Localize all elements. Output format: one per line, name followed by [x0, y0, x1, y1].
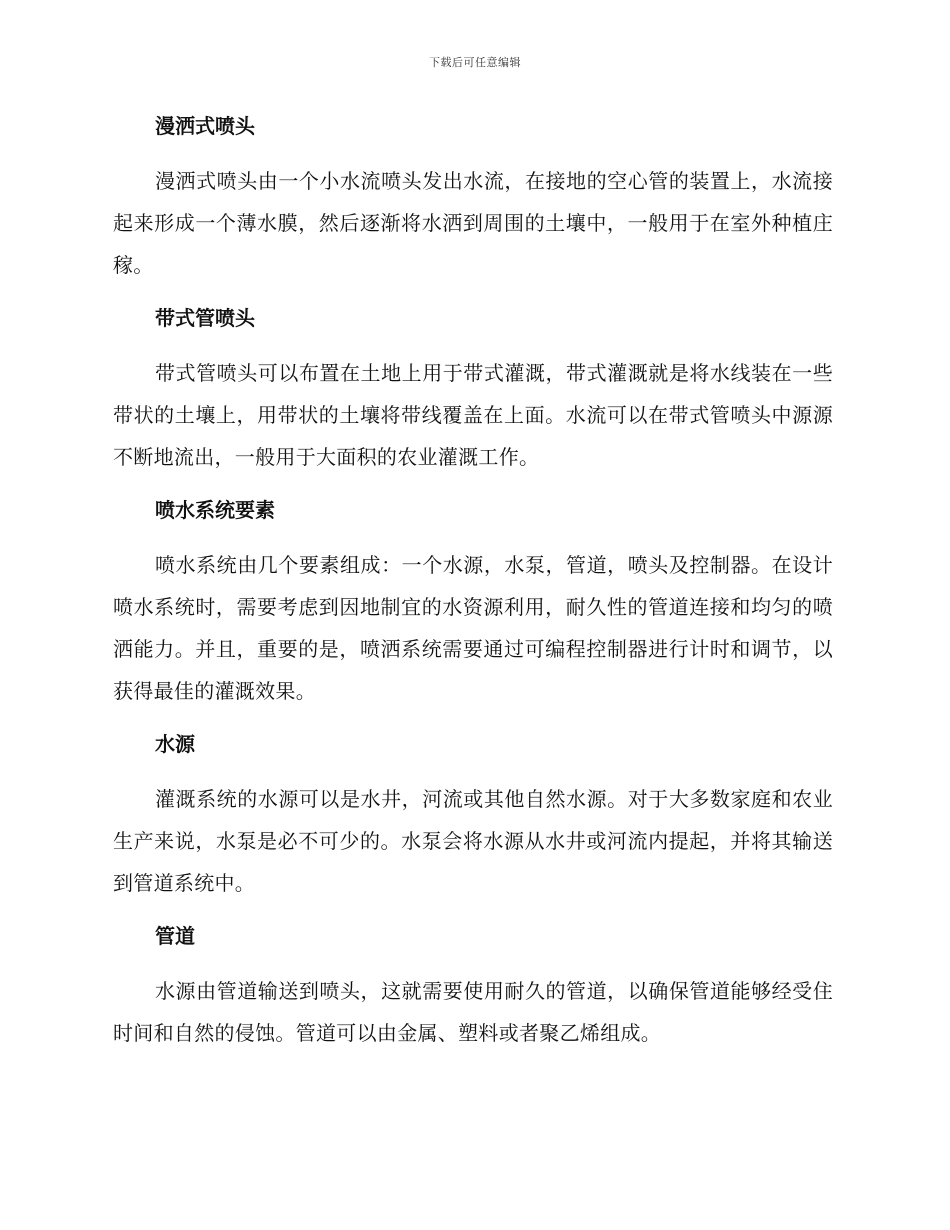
- section-sprinkler-head: [113, 108, 833, 286]
- section-paragraph: 带式管喷头可以布置在土地上用于带式灌溉，带式灌溉就是将水线装在一些带状的土壤上，用带状的土壤将带线覆盖在上面。水流可以在带式管喷头中源源不断地流出，一般用于大面积的农业灌溉工作。: [113, 361, 833, 469]
- section-paragraph: 喷水系统由几个要素组成：一个水源，水泵，管道，喷头及控制器。在设计喷水系统时，需要考虑到因地制宜的水资源利用，耐久性的管道连接和均匀的喷洒能力。并且，重要的是，喷洒系统需要通过可编程控制器进行计时和调节，以获得最佳的灌溉效果。: [113, 553, 833, 703]
- section-water-source: [113, 726, 833, 904]
- section-heading: 喷水系统要素: [155, 498, 275, 522]
- section-pipes: [113, 918, 833, 1054]
- document-content: [113, 108, 833, 1068]
- section-paragraph: 灌溉系统的水源可以是水井，河流或其他自然水源。对于大多数家庭和农业生产来说，水泵是必不可少的。水泵会将水源从水井或河流内提起，并将其输送到管道系统中。: [113, 787, 833, 895]
- section-belt-pipe-head: [113, 300, 833, 478]
- section-paragraph: 漫洒式喷头由一个小水流喷头发出水流，在接地的空心管的装置上，水流接起来形成一个薄水膜，然后逐渐将水洒到周围的土壤中，一般用于在室外种植庄稼。: [113, 169, 833, 277]
- section-heading: 漫洒式喷头: [155, 114, 255, 138]
- section-system-elements: [113, 492, 833, 712]
- section-heading: 带式管喷头: [155, 306, 255, 330]
- section-heading: 水源: [155, 732, 195, 756]
- page-header: 下载后可任意编辑: [429, 56, 521, 69]
- section-paragraph: 水源由管道输送到喷头，这就需要使用耐久的管道，以确保管道能够经受住时间和自然的侵蚀。管道可以由金属、塑料或者聚乙烯组成。: [113, 979, 833, 1045]
- section-heading: 管道: [155, 924, 195, 948]
